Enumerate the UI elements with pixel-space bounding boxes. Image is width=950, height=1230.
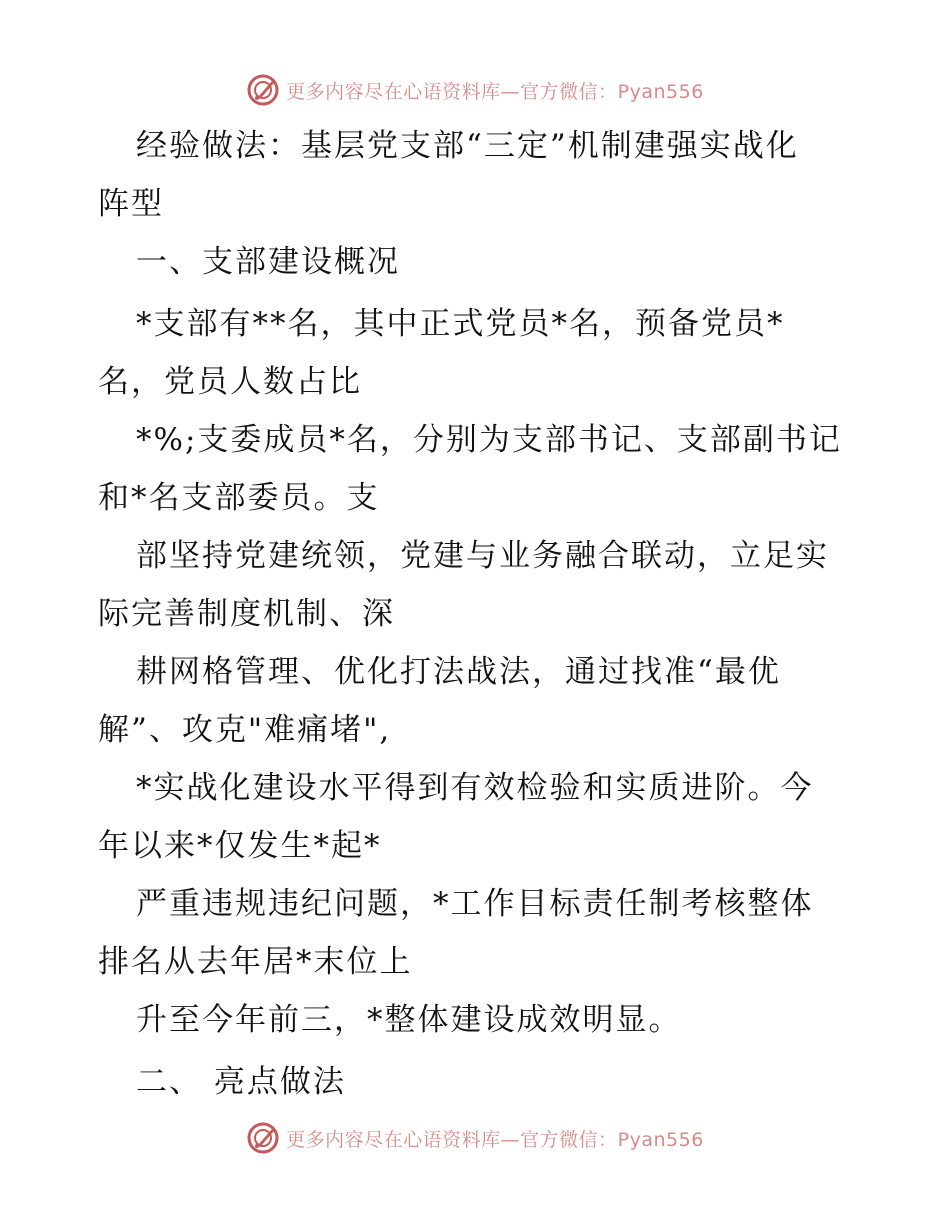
- paragraph-line: 年以来*仅发生*起*: [98, 828, 382, 864]
- paragraph-line: *支部有**名，其中正式党员*名，预备党员*: [136, 306, 785, 342]
- paragraph-line: 际完善制度机制、深: [98, 596, 395, 632]
- watermark-text: 更多内容尽在心语资料库—官方微信：Pyan556: [286, 1128, 704, 1151]
- paragraph-line: 严重违规违纪问题，*工作目标责任制考核整体: [136, 886, 814, 922]
- watermark-text: 更多内容尽在心语资料库—官方微信：Pyan556: [286, 80, 704, 103]
- watermark-logo-icon: [246, 73, 280, 107]
- watermark-logo-icon: [246, 1121, 280, 1155]
- paragraph-line: 名，党员人数占比: [98, 364, 362, 400]
- document-title-line-1: 经验做法：基层党支部“三定”机制建强实战化: [136, 128, 799, 164]
- paragraph-line: *%;支委成员*名，分别为支部书记、支部副书记: [136, 422, 842, 458]
- paragraph-line: 解”、攻克"难痛堵",: [98, 712, 392, 748]
- paragraph-line: 和*名支部委员。支: [98, 480, 380, 516]
- document-title-line-2: 阵型: [98, 186, 164, 222]
- paragraph-line: 部坚持党建统领，党建与业务融合联动，立足实: [136, 538, 829, 574]
- watermark-footer: [0, 1120, 950, 1156]
- section-heading-2: 二、 亮点做法: [136, 1064, 346, 1100]
- watermark-header: [0, 72, 950, 108]
- paragraph-line: *实战化建设水平得到有效检验和实质进阶。今: [136, 770, 814, 806]
- paragraph-line: 排名从去年居*末位上: [98, 944, 413, 980]
- section-heading-1: 一、支部建设概况: [136, 244, 400, 280]
- paragraph-line: 耕网格管理、优化打法战法，通过找准“最优: [136, 654, 781, 690]
- paragraph-line: 升至今年前三，*整体建设成效明显。: [136, 1002, 682, 1038]
